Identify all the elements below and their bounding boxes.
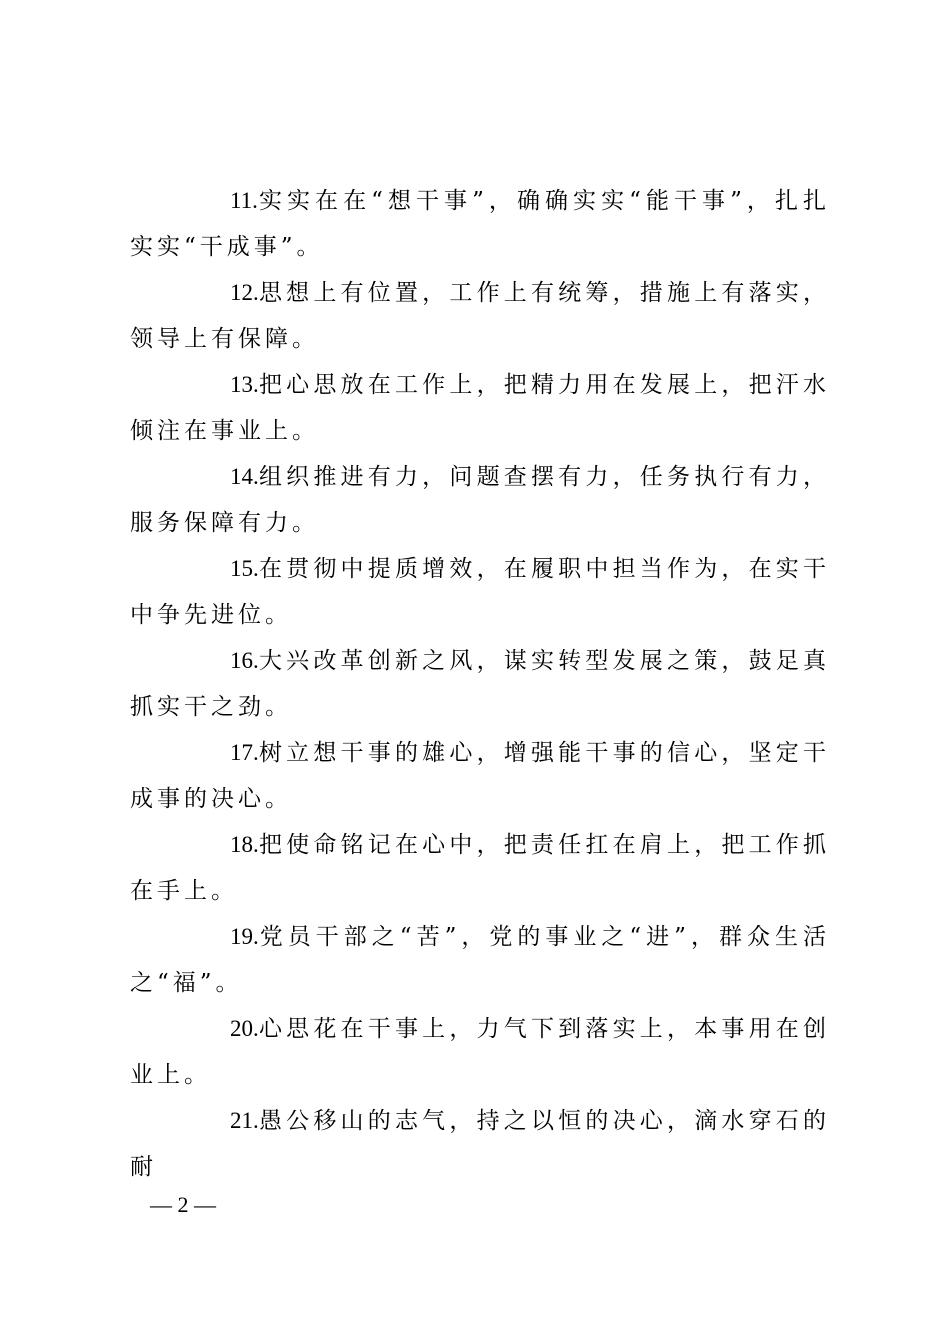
list-item-18: [130, 822, 830, 914]
list-item-11: [130, 178, 830, 270]
item-number: 18.: [230, 832, 259, 857]
item-number: 20.: [230, 1016, 259, 1041]
list-item-19: [130, 914, 830, 1006]
item-text: 实实在在“想干事”，确确实实“能干事”，扎扎实实“干成事”。: [130, 188, 830, 260]
item-number: 13.: [230, 372, 259, 397]
item-number: 11.: [230, 188, 258, 213]
item-text: 树立想干事的雄心，增强能干事的信心，坚定干成事的决心。: [130, 740, 830, 812]
list-item-12: [130, 270, 830, 362]
item-text: 心思花在干事上，力气下到落实上，本事用在创业上。: [130, 1016, 830, 1088]
item-text: 愚公移山的志气，持之以恒的决心，滴水穿石的耐: [130, 1108, 830, 1180]
list-item-20: [130, 1006, 830, 1098]
item-number: 12.: [230, 280, 259, 305]
item-number: 19.: [230, 924, 259, 949]
item-number: 15.: [230, 556, 259, 581]
page-number: — 2 —: [150, 1192, 216, 1217]
list-item-21: [130, 1098, 830, 1190]
item-number: 14.: [230, 464, 259, 489]
list-item-16: [130, 638, 830, 730]
item-text: 思想上有位置，工作上有统筹，措施上有落实，领导上有保障。: [130, 280, 830, 352]
item-number: 21.: [230, 1108, 259, 1133]
list-item-13: [130, 362, 830, 454]
item-number: 17.: [230, 740, 259, 765]
item-number: 16.: [230, 648, 259, 673]
item-text: 把使命铭记在心中，把责任扛在肩上，把工作抓在手上。: [130, 832, 830, 904]
list-item-15: [130, 546, 830, 638]
item-text: 组织推进有力，问题查摆有力，任务执行有力，服务保障有力。: [130, 464, 830, 536]
list-item-14: [130, 454, 830, 546]
item-text: 把心思放在工作上，把精力用在发展上，把汗水倾注在事业上。: [130, 372, 830, 444]
item-text: 大兴改革创新之风，谋实转型发展之策，鼓足真抓实干之劲。: [130, 648, 830, 720]
item-text: 党员干部之“苦”，党的事业之“进”，群众生活之“福”。: [130, 924, 830, 996]
document-body: [130, 178, 830, 1190]
item-text: 在贯彻中提质增效，在履职中担当作为，在实干中争先进位。: [130, 556, 830, 628]
list-item-17: [130, 730, 830, 822]
